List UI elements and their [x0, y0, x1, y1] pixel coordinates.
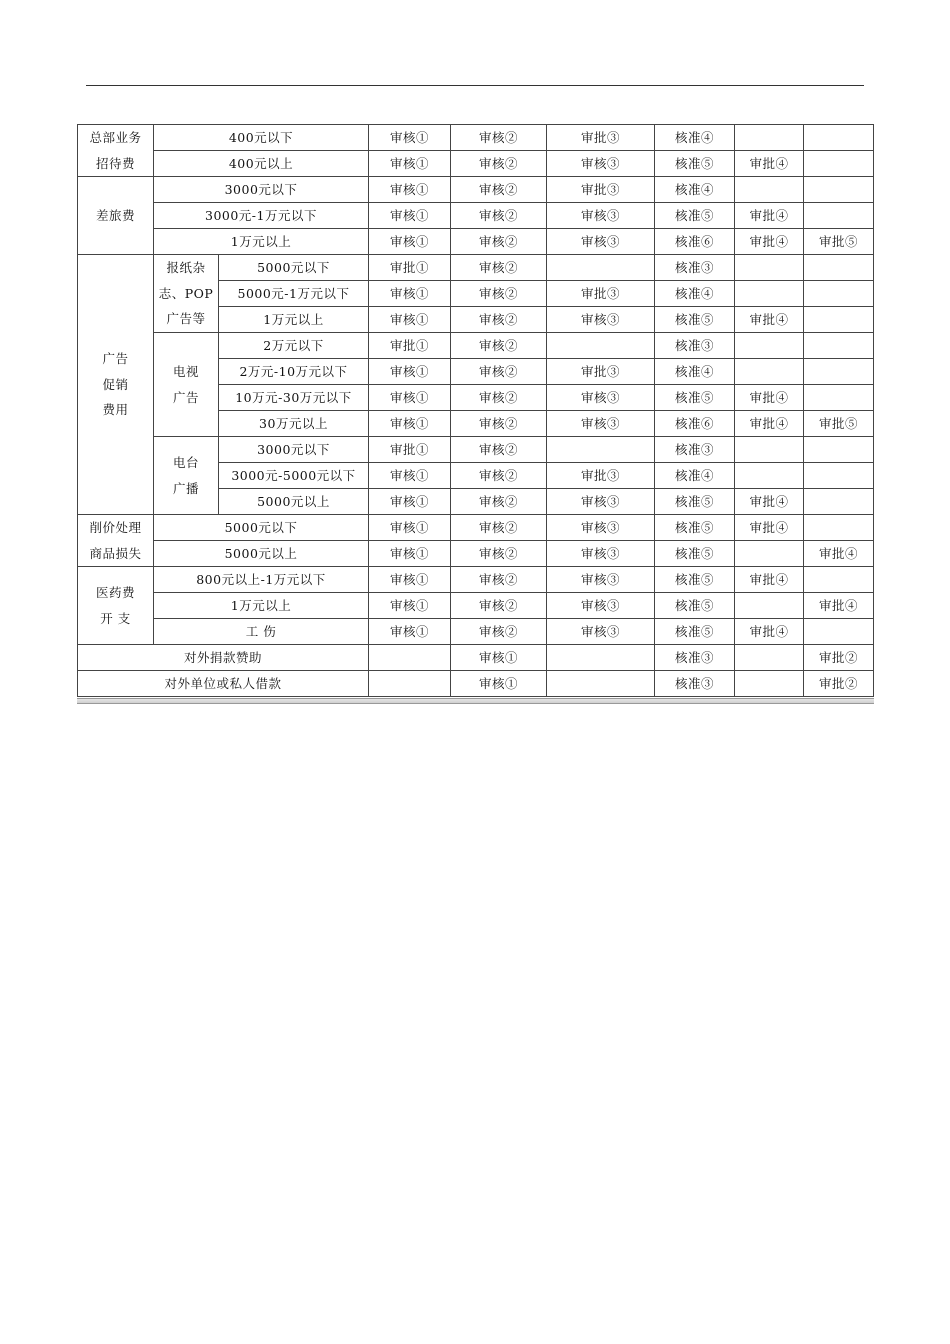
table-cell: 审批③	[547, 359, 655, 385]
table-cell: 5000元以下	[154, 515, 369, 541]
table-cell: 审核③	[547, 593, 655, 619]
header-rule	[86, 85, 864, 86]
category-label-line: 促销	[102, 376, 129, 392]
table-cell: 审核①	[369, 125, 451, 151]
table-cell: 审批④	[735, 385, 804, 411]
table-cell	[804, 203, 874, 229]
category-cell	[78, 255, 154, 515]
table-cell: 核准⑤	[655, 541, 735, 567]
table-cell: 审核②	[451, 203, 547, 229]
table-cell: 审核②	[451, 255, 547, 281]
table-cell: 审核②	[451, 281, 547, 307]
table-cell: 核准③	[655, 671, 735, 697]
table-row	[78, 619, 874, 645]
table-cell: 审核②	[451, 489, 547, 515]
table-cell	[735, 333, 804, 359]
table-cell: 审批④	[735, 489, 804, 515]
table-cell: 审核③	[547, 567, 655, 593]
table-cell	[735, 359, 804, 385]
table-cell: 1万元以上	[219, 307, 369, 333]
table-cell	[804, 463, 874, 489]
approval-authority-table	[77, 124, 874, 697]
table-cell: 核准⑤	[655, 307, 735, 333]
table-cell: 审核①	[369, 177, 451, 203]
table-cell: 审核②	[451, 151, 547, 177]
table-cell: 审核②	[451, 593, 547, 619]
table-cell: 审核①	[369, 411, 451, 437]
table-cell: 审核②	[451, 333, 547, 359]
table-cell: 对外单位或私人借款	[78, 671, 369, 697]
category-cell	[78, 177, 154, 255]
table-cell: 审批⑤	[804, 411, 874, 437]
table-cell: 核准④	[655, 177, 735, 203]
table-cell: 审核②	[451, 463, 547, 489]
table-cell: 核准④	[655, 125, 735, 151]
table-cell: 核准③	[655, 645, 735, 671]
table-cell: 审核②	[451, 229, 547, 255]
table-row	[78, 203, 874, 229]
table-cell: 审批④	[735, 307, 804, 333]
table-row	[78, 229, 874, 255]
table-cell	[735, 255, 804, 281]
table-cell: 审批①	[369, 255, 451, 281]
table-cell: 审核①	[369, 541, 451, 567]
table-cell: 核准⑤	[655, 203, 735, 229]
table-cell: 审核①	[369, 229, 451, 255]
table-cell	[735, 281, 804, 307]
table-cell	[735, 177, 804, 203]
approval-table-body	[78, 125, 874, 697]
table-cell: 审核②	[451, 177, 547, 203]
table-cell: 5000元以上	[154, 541, 369, 567]
category-label-line: 商品损失	[89, 545, 142, 561]
category-label-line: 报纸杂	[166, 260, 206, 276]
table-cell: 5000元以下	[219, 255, 369, 281]
table-bottom-band	[77, 698, 874, 704]
category-label-line: 开 支	[100, 610, 131, 626]
category-label-line: 广告	[172, 389, 199, 405]
table-cell: 核准⑥	[655, 229, 735, 255]
table-cell: 审批③	[547, 463, 655, 489]
table-cell	[369, 645, 451, 671]
table-row	[78, 437, 874, 463]
category-label-line: 电台	[172, 455, 199, 470]
table-cell: 3000元以下	[219, 437, 369, 463]
category-cell	[154, 255, 219, 333]
table-cell: 5000元-1万元以下	[219, 281, 369, 307]
table-cell	[804, 515, 874, 541]
table-row	[78, 593, 874, 619]
table-cell: 审核①	[369, 281, 451, 307]
table-cell: 30万元以上	[219, 411, 369, 437]
table-cell: 审批①	[369, 437, 451, 463]
category-label-line: 总部业务	[89, 130, 142, 145]
table-cell	[369, 671, 451, 697]
table-cell	[547, 645, 655, 671]
table-cell	[547, 255, 655, 281]
table-cell: 审核③	[547, 385, 655, 411]
table-cell	[804, 385, 874, 411]
table-cell: 审批④	[735, 567, 804, 593]
table-cell: 3000元-5000元以下	[219, 463, 369, 489]
table-cell: 审核②	[451, 411, 547, 437]
table-cell	[804, 281, 874, 307]
category-label-line: 削价处理	[89, 520, 142, 535]
table-cell	[804, 177, 874, 203]
category-label-line: 电视	[172, 364, 199, 379]
table-cell: 审核③	[547, 203, 655, 229]
table-cell: 核准④	[655, 463, 735, 489]
table-cell	[804, 307, 874, 333]
category-cell	[78, 515, 154, 567]
table-cell: 审核①	[451, 645, 547, 671]
table-cell: 审批③	[547, 177, 655, 203]
table-cell: 审核①	[369, 567, 451, 593]
table-cell: 审核①	[369, 151, 451, 177]
table-row	[78, 125, 874, 151]
category-cell	[154, 437, 219, 515]
table-cell: 审核②	[451, 125, 547, 151]
table-cell	[804, 489, 874, 515]
table-cell: 核准⑤	[655, 151, 735, 177]
table-cell: 审批③	[547, 125, 655, 151]
table-cell: 2万元-10万元以下	[219, 359, 369, 385]
table-cell: 审核②	[451, 619, 547, 645]
category-label-line: 差旅费	[95, 207, 135, 223]
table-cell	[804, 567, 874, 593]
table-cell	[547, 671, 655, 697]
table-row	[78, 255, 874, 281]
table-cell: 审核③	[547, 151, 655, 177]
table-cell: 审核②	[451, 541, 547, 567]
table-cell: 审核③	[547, 307, 655, 333]
table-cell: 核准③	[655, 437, 735, 463]
table-cell: 审核①	[369, 203, 451, 229]
table-cell: 工 伤	[154, 619, 369, 645]
table-row	[78, 515, 874, 541]
table-cell	[735, 463, 804, 489]
table-cell: 800元以上-1万元以下	[154, 567, 369, 593]
table-cell	[804, 619, 874, 645]
table-cell: 核准⑤	[655, 489, 735, 515]
table-cell: 核准⑤	[655, 385, 735, 411]
category-cell	[78, 125, 154, 177]
table-cell: 审批④	[735, 151, 804, 177]
table-cell: 3000元以下	[154, 177, 369, 203]
table-cell	[804, 151, 874, 177]
table-cell: 审核①	[369, 307, 451, 333]
table-cell: 审批④	[804, 593, 874, 619]
table-cell	[735, 671, 804, 697]
table-cell: 审批④	[735, 515, 804, 541]
category-label-line: 费用	[102, 402, 129, 418]
category-label-line: 志、POP	[158, 285, 214, 301]
category-label-line: 医药费	[95, 585, 135, 600]
table-cell	[804, 125, 874, 151]
table-cell: 对外捐款赞助	[78, 645, 369, 671]
table-cell	[804, 359, 874, 385]
table-cell: 审批④	[804, 541, 874, 567]
table-cell	[735, 645, 804, 671]
table-row	[78, 541, 874, 567]
table-cell: 5000元以上	[219, 489, 369, 515]
table-cell: 审核①	[369, 463, 451, 489]
table-cell: 3000元-1万元以下	[154, 203, 369, 229]
table-cell	[804, 437, 874, 463]
table-cell: 核准③	[655, 333, 735, 359]
table-cell: 审批④	[735, 411, 804, 437]
table-cell	[547, 333, 655, 359]
table-cell	[547, 437, 655, 463]
table-row	[78, 333, 874, 359]
table-row	[78, 567, 874, 593]
table-cell: 2万元以下	[219, 333, 369, 359]
table-cell: 审核①	[369, 489, 451, 515]
table-cell: 1万元以上	[154, 593, 369, 619]
table-cell: 审批①	[369, 333, 451, 359]
table-row	[78, 645, 874, 671]
table-cell: 审核①	[369, 385, 451, 411]
table-cell	[735, 541, 804, 567]
table-cell: 审核①	[369, 619, 451, 645]
table-cell: 审批③	[547, 281, 655, 307]
category-label-line: 广告	[102, 351, 129, 367]
table-cell: 审核②	[451, 307, 547, 333]
table-cell: 审核③	[547, 411, 655, 437]
table-cell: 审批④	[735, 203, 804, 229]
table-cell: 核准⑤	[655, 593, 735, 619]
table-cell: 审核②	[451, 515, 547, 541]
table-cell: 10万元-30万元以下	[219, 385, 369, 411]
table-cell: 1万元以上	[154, 229, 369, 255]
table-cell: 核准⑤	[655, 515, 735, 541]
table-cell	[804, 255, 874, 281]
table-cell: 审核①	[369, 515, 451, 541]
category-label-line: 招待费	[95, 155, 135, 171]
table-cell: 核准④	[655, 281, 735, 307]
table-cell: 审核③	[547, 489, 655, 515]
table-row	[78, 151, 874, 177]
table-cell: 审核③	[547, 619, 655, 645]
table-cell: 审批⑤	[804, 229, 874, 255]
table-cell	[804, 333, 874, 359]
category-cell	[78, 567, 154, 645]
table-cell: 审核③	[547, 541, 655, 567]
table-cell: 400元以下	[154, 125, 369, 151]
table-cell: 审批②	[804, 671, 874, 697]
table-row	[78, 177, 874, 203]
table-cell: 审核③	[547, 229, 655, 255]
table-cell: 审核②	[451, 385, 547, 411]
approval-table-wrapper	[77, 124, 874, 704]
table-cell: 审核①	[369, 593, 451, 619]
category-cell	[154, 333, 219, 437]
table-cell: 审批④	[735, 619, 804, 645]
table-cell	[735, 125, 804, 151]
table-cell: 审批②	[804, 645, 874, 671]
table-cell: 审核③	[547, 515, 655, 541]
category-label-line: 广播	[172, 480, 199, 496]
table-cell: 核准⑤	[655, 567, 735, 593]
table-cell: 核准④	[655, 359, 735, 385]
table-cell	[735, 437, 804, 463]
table-cell: 审核②	[451, 567, 547, 593]
table-row	[78, 671, 874, 697]
table-cell: 审核②	[451, 437, 547, 463]
category-label-line: 广告等	[166, 311, 206, 327]
table-cell: 400元以上	[154, 151, 369, 177]
table-cell: 审核②	[451, 359, 547, 385]
table-cell: 审核①	[451, 671, 547, 697]
table-cell	[735, 593, 804, 619]
table-cell: 审核①	[369, 359, 451, 385]
table-cell: 核准⑤	[655, 619, 735, 645]
table-cell: 审批④	[735, 229, 804, 255]
table-cell: 核准⑥	[655, 411, 735, 437]
table-cell: 核准③	[655, 255, 735, 281]
